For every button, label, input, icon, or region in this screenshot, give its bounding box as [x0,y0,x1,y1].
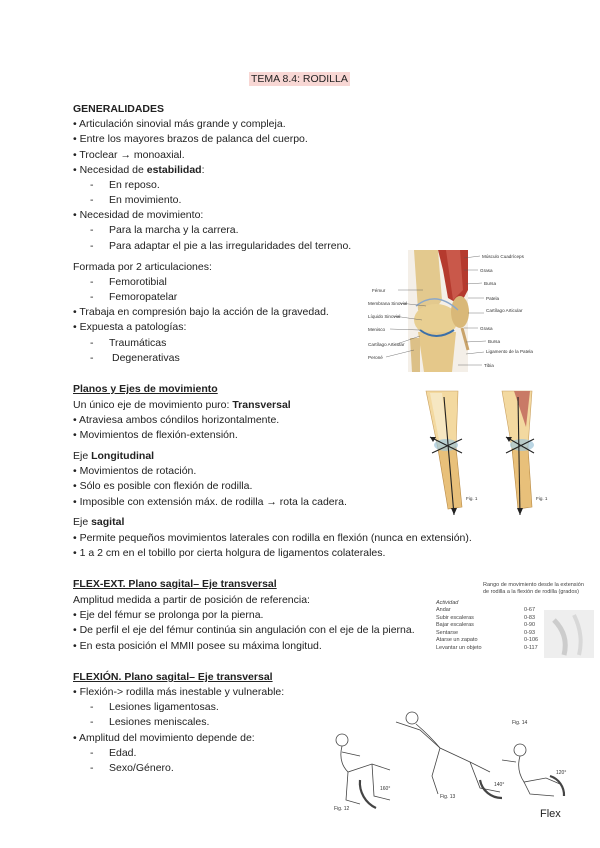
text-line: • De perfil el eje del fémur continúa sin angulación con el eje de la pierna. [73,624,415,636]
text-line: • Movimientos de rotación. [73,465,197,477]
text-line: • Movimientos de flexión-extensión. [73,429,238,441]
section-heading-flexion: FLEXIÓN. Plano sagital– Eje transversal [73,671,273,683]
text-line: Traumáticas [109,337,167,349]
table-cell-range: 0-67 [524,607,536,613]
text-line: • En esta posición el MMII posee su máxima longitud. [73,640,322,652]
table-cell-range: 0-117 [524,644,538,651]
text-line: • Sólo es posible con flexión de rodilla. [73,480,253,492]
table-cell-range: 0-93 [524,629,536,636]
knee-label: Cartílago Articular [368,342,405,347]
knee-label: Menisco [368,327,386,332]
knee-label: Membrana Sinovial [368,301,408,306]
text-line: Femorotibial [109,276,167,288]
text-line: En movimiento. [109,194,182,206]
table-cell-activity: Sentarse [436,629,459,636]
range-of-motion-table [434,580,592,658]
knee-label: Cartílago Articular [486,308,523,313]
table-cell-activity: Bajar escaleras [436,622,474,628]
document-page: TEMA 8.4: RODILLA GENERALIDADES • Articulación sinovial más grande y compleja. • Entre los mayores brazos de palanca del cuerpo. • Troclear → monoaxial. • Necesidad de estabilidad: - En reposo. - En movimiento. • Necesidad de movimiento: - Para la marcha y la carrera. - Para adaptar el pie a las irregularidades del terreno. Formada por 2 articulaciones: - Femorotibial - Femoropatelar • Trabaja en compresión bajo la acción de la gravedad. • Expuesta a patologías: - Traumáticas - Degenerativas Músculo Cuadríceps Grasa Fémur Bursa Membrana Sinovial Patela Líquido Sinovial Cartílago Articular Menisco Grasa Cartílago Articular Bursa Peroné Ligamento de la Patela Tibia Planos y Ejes de movimiento Un único eje de movimiento puro: Transversal • Atraviesa ambos cóndilos horizontalmente. • Movimientos de flexión-extensión. Eje Longitudinal • Movimientos de rotación. • Sólo es posible con flexión de rodilla. • Imposible con extensión máx. de rodilla → rota la cadera. Eje sagital • Permite pequeños movimientos laterales con rodilla en flexión (nunca en extensión). • 1 a 2 cm en el tobillo por cierta holgura de ligamentos colaterales. Fig. 1 Fig. 1 FLEX-EXT. Plano sagital– Eje transversal Amplitud medida a partir de posición de referencia: • Eje del fémur se prolonga por la pierna. • De perfil el eje del fémur continúa sin angulación con el eje de la pierna. • En esta posición el MMII posee su máxima longitud. Rango de movimiento desde la extensión de rodilla a la flexión de rodilla (grados) Actividad Andar 0-67 Subir escaleras 0-83 Bajar escaleras 0-90 Sentarse 0-93 Atarse un zapato 0-106 Levantar un objeto 0-117 FLEXIÓN. Plano sagital– Eje transversal • Flexión-> rodilla más inestable y vulnerable: - Lesiones ligamentosas. - Lesiones meniscales. • Amplitud del movimiento depende de: - Edad. - Sexo/Género. Fig. 12 Fig. 13 Fig. 14 160° 140° 120° Flex [0,0,600,848]
knee-label: Bursa [488,339,501,344]
table-column-header: Actividad [436,600,459,606]
text-line: Eje sagital [73,516,125,528]
table-cell-activity: Atarse un zapato [436,637,478,643]
text-line: • Atraviesa ambos cóndilos horizontalmente. [73,414,280,426]
text-line: • Entre los mayores brazos de palanca del cuerpo. [73,133,308,145]
text-line: Lesiones ligamentosas. [109,701,219,713]
table-header: Rango de movimiento desde la extensión de rodilla a la flexión de rodilla (grados) [483,582,584,595]
knee-label: Grasa [480,326,493,331]
section-heading-generalidades: GENERALIDADES [73,103,165,115]
text-line: • Necesidad de movimiento: [73,209,204,221]
text-line: Para la marcha y la carrera. [109,224,239,236]
text-line: Femoropatelar [109,291,178,303]
text-line: Edad. [109,747,137,759]
text-line: Amplitud medida a partir de posición de referencia: [73,594,310,606]
section-heading-flexext: FLEX-EXT. Plano sagital– Eje transversal [73,578,277,590]
knee-label: Peroné [368,355,383,360]
table-cell-activity: Subir escaleras [436,614,474,621]
section-heading-planos: Planos y Ejes de movimiento [73,383,218,395]
text-line: En reposo. [109,179,160,191]
knee-label: Fémur [372,288,386,293]
table-cell-activity: Andar [436,607,451,613]
text-line: • Permite pequeños movimientos laterales con rodilla en flexión (nunca en extensión). [73,532,472,544]
table-cell-range: 0-90 [524,622,536,628]
angle-label: 120° [556,770,567,776]
text-line: Un único eje de movimiento puro: Transversal [73,399,291,411]
figure-caption: Fig. 14 [512,720,528,726]
angle-label: 160° [380,786,391,792]
text-line: • Amplitud del movimiento depende de: [73,732,255,744]
text-line: Formada por 2 articulaciones: [73,261,212,273]
table-cell-range: 0-83 [524,614,536,621]
text-line: Eje Longitudinal [73,450,155,462]
text-line: • Eje del fémur se prolonga por la pierna. [73,609,264,621]
figure-caption: Fig. 12 [334,806,350,812]
figure-caption: Fig. 13 [440,794,456,800]
page-title: TEMA 8.4: RODILLA [251,73,348,85]
figure-caption: Fig. 1 [536,496,548,501]
text-line: Degenerativas [112,352,180,364]
text-line: • Articulación sinovial más grande y compleja. [73,118,286,130]
knee-label: Patela [486,296,500,301]
knee-label: Ligamento de la Patela [486,349,533,354]
text-line: Sexo/Género. [109,762,174,774]
text-line: • 1 a 2 cm en el tobillo por cierta holgura de ligamentos colaterales. [73,547,386,559]
knee-anatomy-illustration [368,250,533,372]
text-line: • Troclear → monoaxial. [73,149,185,161]
text-line: • Trabaja en compresión bajo la acción de la gravedad. [73,306,329,318]
text-line: • Imposible con extensión máx. de rodilla → rota la cadera. [73,496,347,508]
knee-label: Tibia [484,363,494,368]
knee-flexion-illustration [320,700,570,818]
leg-rotation-illustration [418,387,553,520]
text-line: • Flexión-> rodilla más inestable y vulnerable: [73,686,285,698]
table-cell-activity: Levantar un objeto [436,644,482,651]
text-line: • Expuesta a patologías: [73,321,187,333]
knee-label: Grasa [480,268,493,273]
knee-label: Líquido Sinovial [368,314,401,319]
angle-label: 140° [494,782,505,788]
figure-caption: Fig. 1 [466,496,478,501]
text-line: • Necesidad de estabilidad: [73,164,205,176]
knee-label: Músculo Cuadríceps [482,254,524,259]
text-line: Flex [540,808,561,820]
text-line: Lesiones meniscales. [109,716,210,728]
text-line: Para adaptar el pie a las irregularidades del terreno. [109,240,352,252]
knee-label: Bursa [484,281,497,286]
table-cell-range: 0-106 [524,637,539,643]
